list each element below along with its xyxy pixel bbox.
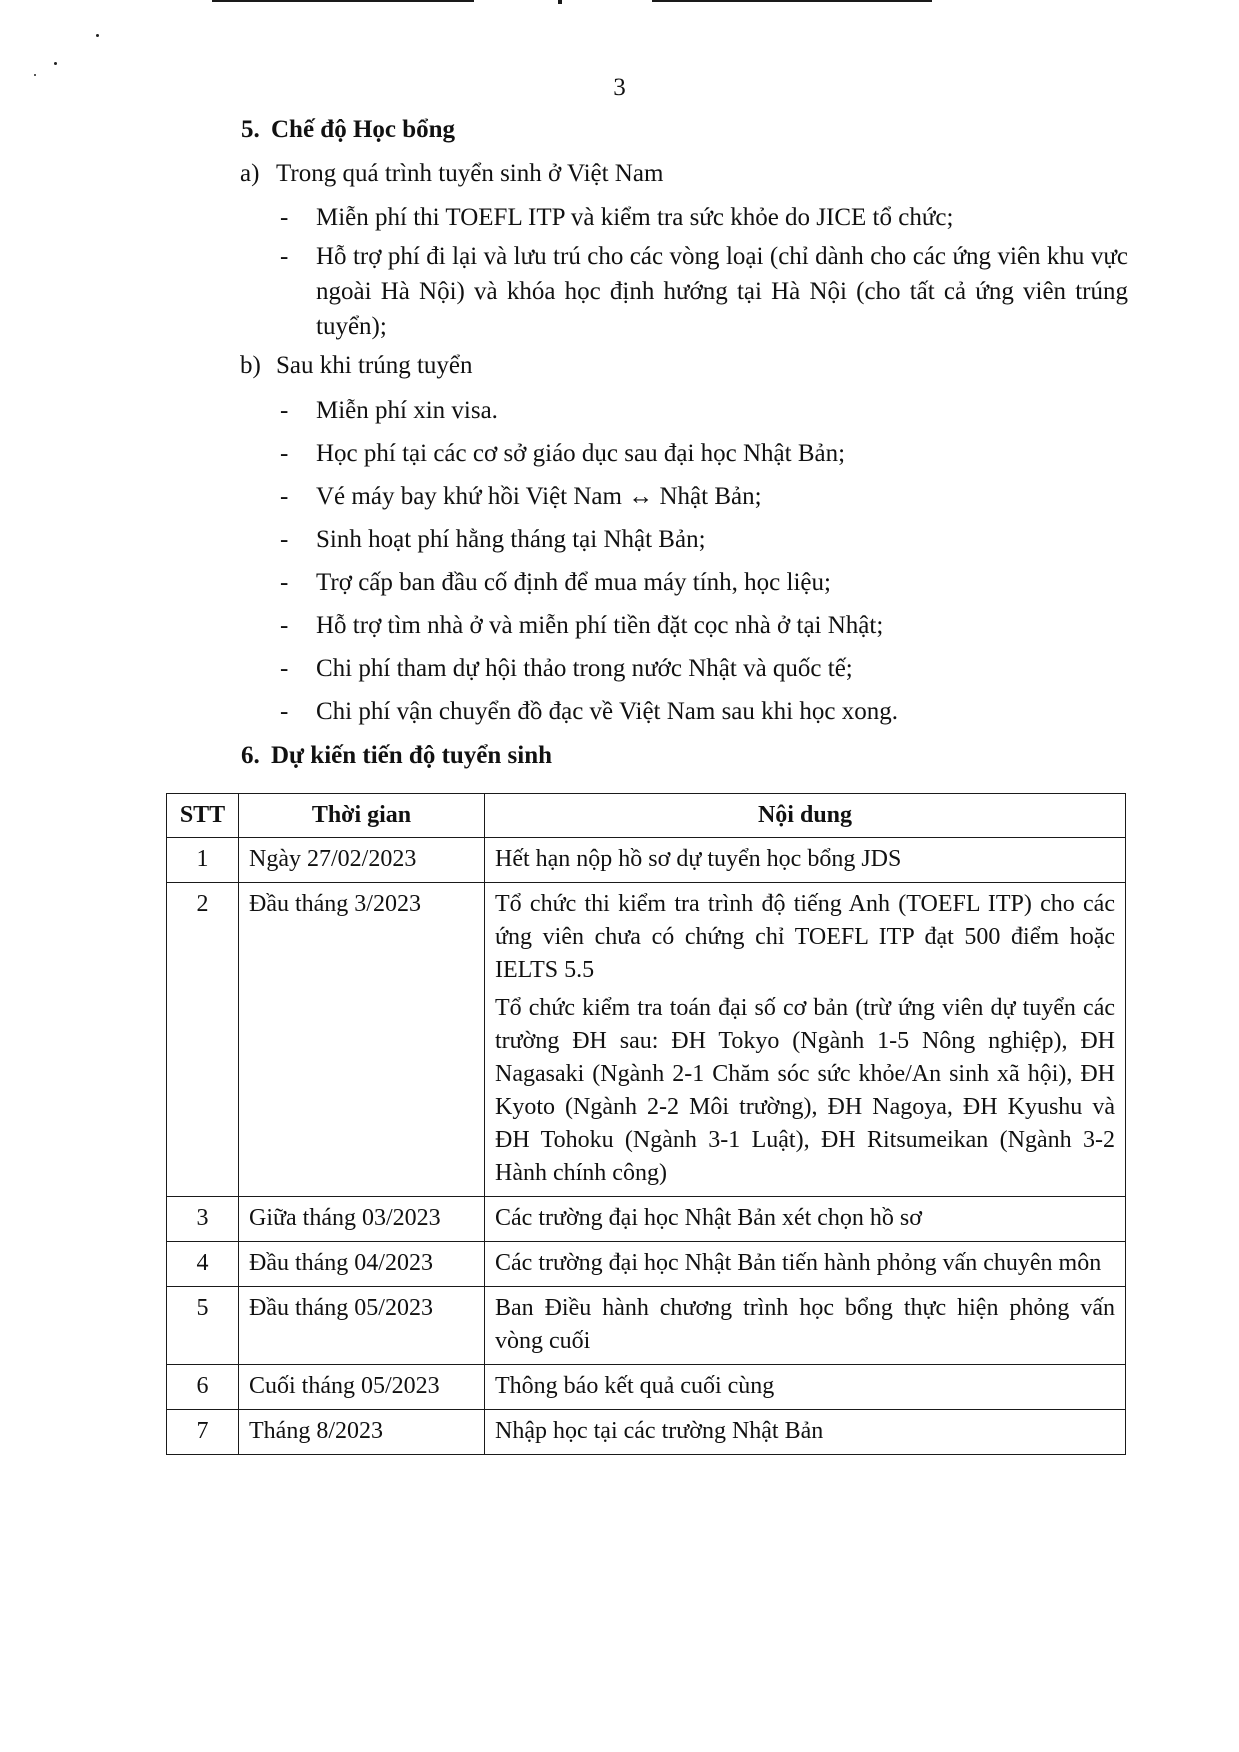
list-item bbox=[280, 694, 1128, 729]
table-row bbox=[167, 1365, 1126, 1410]
list-item-text: Trợ cấp ban đầu cố định để mua máy tính, học liệu; bbox=[316, 569, 831, 596]
top-border-left bbox=[212, 0, 474, 2]
top-border-right bbox=[652, 0, 932, 2]
cell-time: Đầu tháng 3/2023 bbox=[239, 883, 485, 1197]
section-number: 6. bbox=[241, 742, 260, 769]
cell-paragraph: Các trường đại học Nhật Bản tiến hành phỏng vấn chuyên môn bbox=[495, 1250, 1102, 1276]
cell-time: Đầu tháng 04/2023 bbox=[239, 1242, 485, 1287]
bullet-dash: - bbox=[280, 526, 289, 553]
list-item bbox=[280, 200, 1128, 235]
bullet-dash: - bbox=[280, 569, 289, 596]
top-border-mark bbox=[558, 0, 562, 4]
subsection-title: Trong quá trình tuyển sinh ở Việt Nam bbox=[276, 160, 664, 187]
bullet-dash: - bbox=[280, 483, 289, 510]
list-item-text: Chi phí tham dự hội thảo trong nước Nhật và quốc tế; bbox=[316, 655, 853, 682]
bullet-dash: - bbox=[280, 655, 289, 682]
list-item-text: Chi phí vận chuyển đồ đạc về Việt Nam sau khi học xong. bbox=[316, 698, 898, 725]
table-row bbox=[167, 883, 1126, 1197]
table-row bbox=[167, 1242, 1126, 1287]
cell-content bbox=[485, 1242, 1126, 1287]
bullet-dash: - bbox=[280, 698, 289, 725]
cell-paragraph: Nhập học tại các trường Nhật Bản bbox=[495, 1418, 824, 1444]
cell-content bbox=[485, 1410, 1126, 1455]
section-number: 5. bbox=[241, 116, 260, 143]
list-item bbox=[280, 651, 1128, 686]
bullet-dash: - bbox=[280, 440, 289, 467]
table-row bbox=[167, 838, 1126, 883]
section-5-heading bbox=[241, 116, 455, 144]
cell-stt: 2 bbox=[167, 883, 239, 1197]
section-title: Dự kiến tiến độ tuyển sinh bbox=[271, 742, 553, 769]
list-item bbox=[280, 608, 1128, 643]
cell-time: Đầu tháng 05/2023 bbox=[239, 1287, 485, 1365]
cell-stt: 6 bbox=[167, 1365, 239, 1410]
list-item-text: Miễn phí thi TOEFL ITP và kiểm tra sức khỏe do JICE tổ chức; bbox=[316, 204, 954, 231]
cell-paragraph: Tổ chức kiểm tra toán đại số cơ bản (trừ ứng viên dự tuyển các trường ĐH sau: ĐH Tokyo (Ngành 1-5 Nông nghiệp), ĐH Nagasaki (Ngành 2-1 Chăm sóc sức khỏe/An sinh xã hội), ĐH Kyoto (Ngành 2-2 Môi trường), ĐH Nagoya, ĐH Kyushu và ĐH Tohoku (Ngành 3-1 Luật), ĐH Ritsumeikan (Ngành 3-2 Hành chính công) bbox=[495, 995, 1115, 1186]
list-item bbox=[280, 239, 1128, 344]
cell-stt: 4 bbox=[167, 1242, 239, 1287]
cell-time: Giữa tháng 03/2023 bbox=[239, 1197, 485, 1242]
bullet-dash: - bbox=[280, 204, 289, 231]
cell-content bbox=[485, 883, 1126, 1197]
cell-content bbox=[485, 1287, 1126, 1365]
column-header-time: Thời gian bbox=[239, 794, 485, 838]
cell-time: Tháng 8/2023 bbox=[239, 1410, 485, 1455]
cell-time: Cuối tháng 05/2023 bbox=[239, 1365, 485, 1410]
list-item bbox=[280, 522, 1128, 557]
bullet-dash: - bbox=[280, 243, 289, 270]
column-header-stt: STT bbox=[167, 794, 239, 838]
scan-speck bbox=[54, 62, 57, 65]
cell-content bbox=[485, 1197, 1126, 1242]
list-item bbox=[280, 479, 1128, 514]
list-item-text: Miễn phí xin visa. bbox=[316, 397, 498, 424]
subsection-letter: a) bbox=[240, 160, 260, 187]
bullet-dash: - bbox=[280, 612, 289, 639]
cell-paragraph: Thông báo kết quả cuối cùng bbox=[495, 1373, 775, 1399]
cell-stt: 1 bbox=[167, 838, 239, 883]
list-item-text: Học phí tại các cơ sở giáo dục sau đại học Nhật Bản; bbox=[316, 440, 846, 467]
cell-paragraph: Hết hạn nộp hồ sơ dự tuyển học bổng JDS bbox=[495, 846, 902, 872]
table-row bbox=[167, 1410, 1126, 1455]
cell-stt: 7 bbox=[167, 1410, 239, 1455]
list-item bbox=[280, 393, 1128, 428]
bullet-dash: - bbox=[280, 397, 289, 424]
table-row bbox=[167, 1287, 1126, 1365]
list-item bbox=[280, 565, 1128, 600]
section-6-heading bbox=[241, 742, 552, 770]
cell-paragraph: Các trường đại học Nhật Bản xét chọn hồ sơ bbox=[495, 1205, 922, 1231]
list-item-text: Vé máy bay khứ hồi Việt Nam ↔ Nhật Bản; bbox=[316, 483, 762, 510]
table-header-row bbox=[167, 794, 1126, 838]
list-item bbox=[280, 436, 1128, 471]
page-number: 3 bbox=[613, 74, 626, 101]
scan-speck bbox=[96, 34, 99, 37]
schedule-table bbox=[166, 793, 1126, 1455]
column-header-content: Nội dung bbox=[485, 794, 1126, 838]
table-row bbox=[167, 1197, 1126, 1242]
subsection-b bbox=[240, 352, 473, 380]
subsection-title: Sau khi trúng tuyển bbox=[276, 352, 473, 379]
cell-time: Ngày 27/02/2023 bbox=[239, 838, 485, 883]
subsection-a bbox=[240, 160, 663, 188]
cell-paragraph: Tổ chức thi kiểm tra trình độ tiếng Anh (TOEFL ITP) cho các ứng viên chưa có chứng chỉ TOEFL ITP đạt 500 điểm hoặc IELTS 5.5 bbox=[495, 891, 1115, 983]
list-item-text: Hỗ trợ phí đi lại và lưu trú cho các vòng loại (chỉ dành cho các ứng viên khu vực ngoài Hà Nội) và khóa học định hướng tại Hà Nội (cho tất cả ứng viên trúng tuyển); bbox=[316, 243, 1128, 340]
cell-stt: 5 bbox=[167, 1287, 239, 1365]
cell-content bbox=[485, 1365, 1126, 1410]
section-title: Chế độ Học bổng bbox=[271, 116, 456, 143]
list-item-text: Hỗ trợ tìm nhà ở và miễn phí tiền đặt cọc nhà ở tại Nhật; bbox=[316, 612, 884, 639]
cell-stt: 3 bbox=[167, 1197, 239, 1242]
cell-content bbox=[485, 838, 1126, 883]
subsection-letter: b) bbox=[240, 352, 261, 379]
cell-paragraph: Ban Điều hành chương trình học bổng thực hiện phỏng vấn vòng cuối bbox=[495, 1295, 1115, 1354]
list-item-text: Sinh hoạt phí hằng tháng tại Nhật Bản; bbox=[316, 526, 706, 553]
